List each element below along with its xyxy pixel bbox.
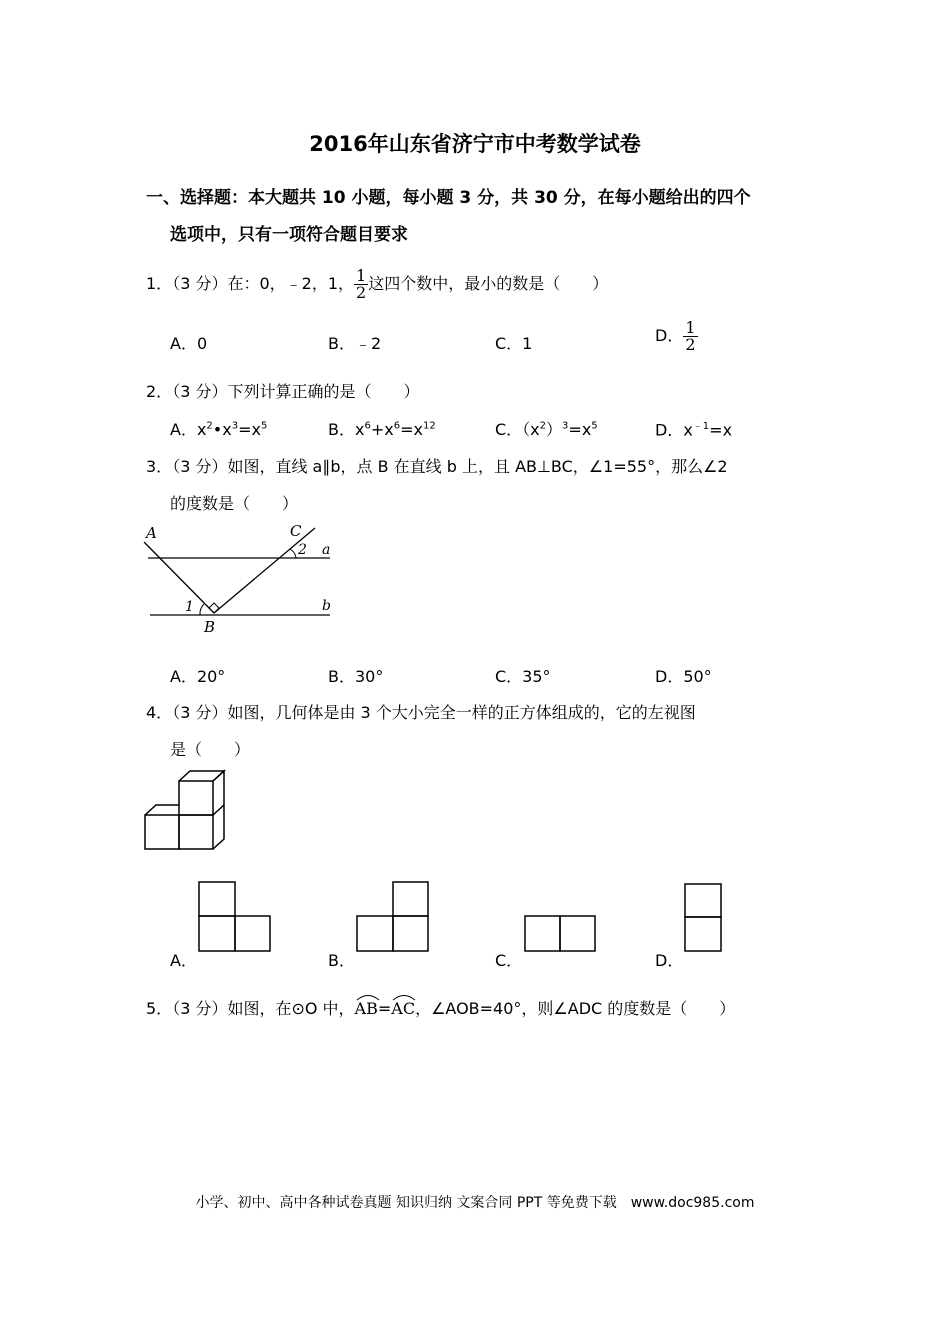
q3-option-d: D．50° (655, 667, 712, 686)
label-A: A (146, 524, 157, 542)
label-2: 2 (298, 542, 307, 558)
q4-option-c-label: C． (495, 951, 523, 970)
label-1: 1 (185, 599, 194, 615)
q4-option-a-label: A． (170, 951, 197, 970)
question-1 (146, 268, 608, 301)
right-angle-mark (209, 603, 219, 613)
q4-option-b-label: B． (328, 951, 355, 970)
page-title: 2016年山东省济宁市中考数学试卷 (309, 132, 641, 156)
q4-option-a-view (197, 880, 273, 954)
section-heading-line2: 选项中，只有一项符合题目要求 (170, 225, 408, 245)
cube-solid-figure (140, 765, 230, 857)
section-heading-line1: 一、选择题：本大题共 10 小题，每小题 3 分，共 30 分，在每小题给出的四个 (146, 188, 751, 208)
q4-option-d-label: D． (655, 951, 684, 970)
q3-option-b: B．30° (328, 667, 384, 686)
label-B: B (204, 618, 216, 636)
arc-ac: AC (391, 999, 415, 1018)
label-a: a (322, 542, 331, 558)
q4-option-c-view (523, 914, 597, 954)
arc-ab: AB (355, 999, 378, 1018)
label-C: C (290, 522, 302, 540)
question-1-text-after: 这四个数中，最小的数是（ ） (368, 274, 609, 293)
label-b: b (322, 598, 331, 614)
cube-front-right (179, 815, 213, 849)
cube-front-left (145, 815, 179, 849)
question-3-line2: 的度数是（ ） (170, 494, 299, 513)
q3-option-c: C．35° (495, 667, 551, 686)
q4-option-b-view (355, 880, 431, 954)
question-3-line1: 3．（3 分）如图，直线 a∥b，点 B 在直线 b 上，且 AB⊥BC，∠1=55°，那么∠2 (146, 457, 728, 476)
q2-option-a: A．$x^2•x^3=x^5$ (170, 420, 268, 439)
angle-1-arc (200, 604, 204, 615)
q2-option-b: B．$x^6+x^6=x^{12}$ (328, 420, 436, 439)
q1-option-c: C．1 (495, 334, 533, 353)
question-5: 5．（3 分）如图，在⊙O 中， AB= AC，∠AOB=40°，则∠ADC 的度数是（ ） (146, 996, 735, 1019)
q1-option-d: D． $\frac{1}{2}$ (655, 318, 696, 354)
q4-option-d-view (683, 882, 725, 954)
q3-option-a: A．20° (170, 667, 226, 686)
question-4-line1: 4．（3 分）如图，几何体是由 3 个大小完全一样的正方体组成的，它的左视图 (146, 703, 696, 722)
question-1-number: 1． (146, 274, 173, 293)
question-4-line2: 是（ ） (170, 740, 251, 759)
q2-option-d: D．$x^{﹣1}=x$ (655, 420, 733, 440)
line-bc (214, 528, 315, 613)
line-ab (144, 542, 214, 613)
fraction-one-half: $\frac{1}{2}$ (685, 318, 696, 354)
angle-2-arc (290, 549, 296, 558)
q2-option-c: C．$(x^2)^3=x^5$ (495, 420, 598, 439)
q1-option-b: B．﹣2 (328, 334, 382, 353)
parallel-lines-figure (140, 520, 340, 640)
cube-front-top (179, 781, 213, 815)
fraction-one-half: $\frac{1}{2}$ (356, 266, 367, 302)
question-1-text-before: （3 分）在：0，﹣2，1， (172, 274, 354, 293)
q1-option-a: A．0 (170, 334, 208, 353)
question-2: 2．（3 分）下列计算正确的是（ ） (146, 382, 420, 401)
footer-text: 小学、初中、高中各种试卷真题 知识归纳 文案合同 PPT 等免费下载 www.doc985.com (195, 1195, 755, 1211)
